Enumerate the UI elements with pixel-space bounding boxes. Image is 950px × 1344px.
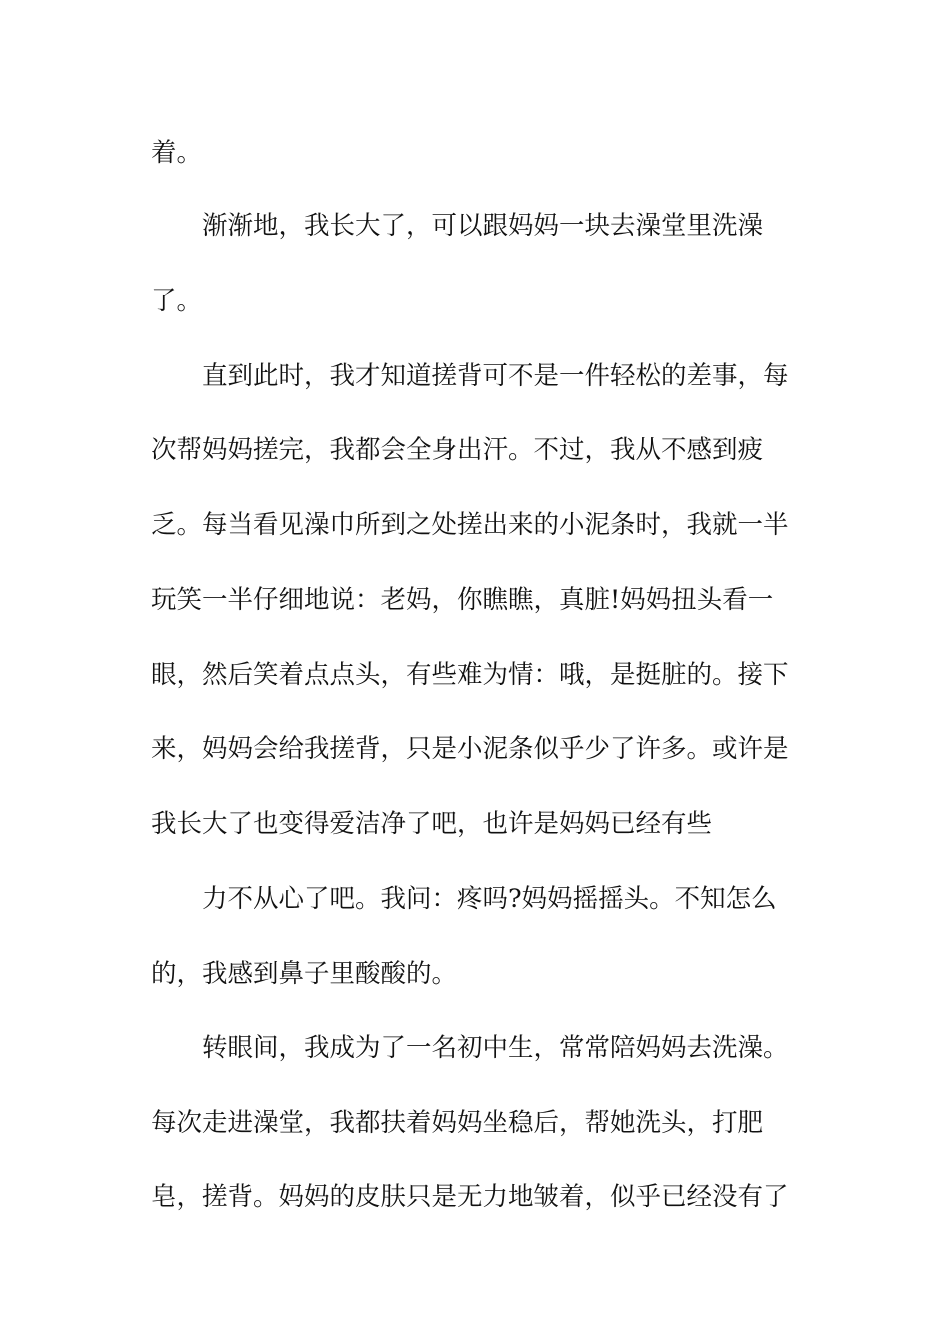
text-line: 次帮妈妈搓完，我都会全身出汗。不过，我从不感到疲 (151, 435, 764, 465)
paragraph-start-line: 渐渐地，我长大了，可以跟妈妈一块去澡堂里洗澡 (202, 211, 764, 241)
paragraph-start-line: 直到此时，我才知道搓背可不是一件轻松的差事，每 (202, 361, 789, 391)
text-line: 眼，然后笑着点点头，有些难为情：哦，是挺脏的。接下 (151, 660, 789, 690)
text-line: 来，妈妈会给我搓背，只是小泥条似乎少了许多。或许是 (151, 734, 789, 764)
text-line: 我长大了也变得爱洁净了吧，也许是妈妈已经有些 (151, 809, 713, 839)
text-line: 皂，搓背。妈妈的皮肤只是无力地皱着，似乎已经没有了 (151, 1182, 789, 1212)
paragraph-start-line: 力不从心了吧。我问：疼吗?妈妈摇摇头。不知怎么 (202, 884, 777, 914)
text-line: 乏。每当看见澡巾所到之处搓出来的小泥条时，我就一半 (151, 510, 789, 540)
text-line: 了。 (151, 286, 203, 316)
text-line: 每次走进澡堂，我都扶着妈妈坐稳后，帮她洗头，打肥 (151, 1108, 764, 1138)
text-line: 的，我感到鼻子里酸酸的。 (151, 959, 458, 989)
text-line: 着。 (151, 138, 203, 168)
paragraph-start-line: 转眼间，我成为了一名初中生，常常陪妈妈去洗澡。 (202, 1033, 789, 1063)
text-line: 玩笑一半仔细地说：老妈，你瞧瞧，真脏!妈妈扭头看一 (151, 585, 774, 615)
